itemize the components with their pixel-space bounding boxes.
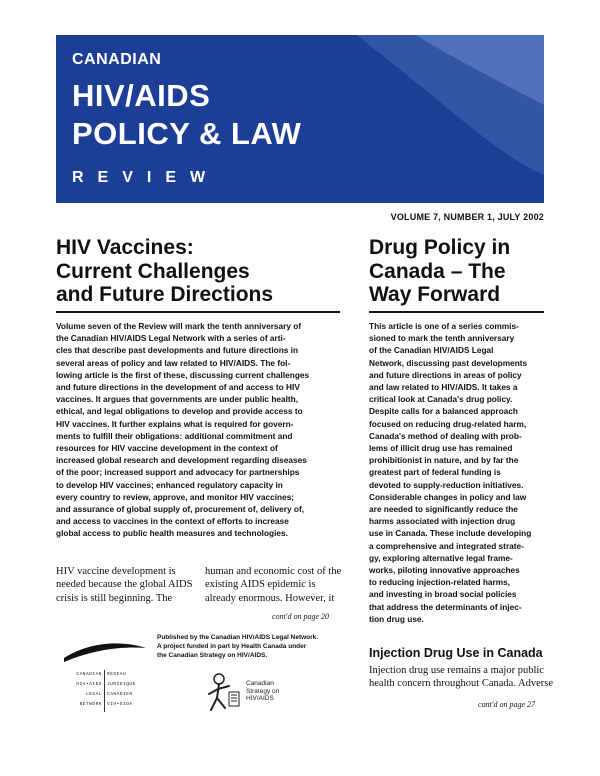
- body-line: health concern throughout Canada. Adverse: [369, 678, 553, 690]
- article1-headline-line: Current Challenges: [56, 259, 250, 283]
- strategy-text-line: Canadian: [246, 680, 274, 687]
- lead-line: global access to public health measures and technologies.: [56, 528, 288, 539]
- strategy-logo-text: [246, 680, 279, 703]
- body-line: crisis is still beginning. The: [56, 592, 173, 604]
- lead-line: sioned to mark the tenth anniversary: [369, 333, 515, 344]
- lead-line: and assurance of global supply of, procurement of, delivery of,: [56, 504, 305, 515]
- lead-line: and future directions in the development of and access to HIV: [56, 382, 300, 393]
- lead-line: cles that describe past developments and future directions in: [56, 345, 299, 356]
- lead-line: and law related to HIV/AIDS. It takes a: [369, 382, 518, 393]
- network-logo-french: [107, 670, 151, 710]
- lead-line: that address the determinants of injec-: [369, 601, 522, 612]
- lead-line: lowing article is the first of these, discussing current challenges: [56, 369, 310, 380]
- body-line: HIV vaccine development is: [56, 566, 176, 577]
- body-line: needed because the global AIDS: [56, 579, 193, 591]
- lead-line: the Canadian HIV/AIDS Legal Network with a series of arti-: [56, 333, 286, 344]
- masthead-banner: [56, 35, 544, 203]
- network-logo-divider: [104, 670, 105, 712]
- lead-line: tion drug use.: [369, 613, 424, 624]
- article1-body-col1: [56, 565, 196, 605]
- article1-continued-link[interactable]: cont'd on page 20: [272, 612, 330, 621]
- lead-line: prohibitionist in nature, and by far the: [369, 455, 519, 466]
- lead-line: vaccines. It argues that governments are under public health,: [56, 394, 299, 405]
- network-logo-swoosh-icon: [60, 636, 150, 666]
- lead-line: and access to vaccines in the context of efforts to increase: [56, 516, 289, 527]
- article1-headline[interactable]: [56, 236, 346, 307]
- logo-text-line: CANADIAN: [76, 672, 102, 677]
- lead-line: increased global research and development regarding diseases: [56, 455, 307, 466]
- lead-line: and investing in broad social policies: [369, 589, 517, 600]
- lead-line: HIV vaccines. It further explains what is required for govern-: [56, 418, 294, 429]
- article2-subheading: Injection Drug Use in Canada: [369, 646, 543, 660]
- lead-line: a comprehensive and integrated strate-: [369, 540, 524, 551]
- issue-volume-line: VOLUME 7, NUMBER 1, JULY 2002: [390, 212, 544, 222]
- publisher-note: [157, 633, 357, 660]
- lead-line: This article is one of a series commis-: [369, 321, 519, 331]
- logo-text-line: RÉSEAU: [107, 672, 127, 677]
- article1-body-col2: [205, 565, 355, 605]
- lead-line: ments to fulfill their obligations: additional commitment and: [56, 430, 293, 441]
- lead-line: critical look at Canada's drug policy.: [369, 394, 513, 405]
- article2-headline-line: Way Forward: [369, 283, 501, 306]
- masthead-hiv-aids: HIV/AIDS: [72, 78, 211, 113]
- lead-line: Network, discussing past developments: [369, 357, 528, 368]
- lead-line: Considerable changes in policy and law: [369, 491, 527, 502]
- publisher-line: the Canadian Strategy on HIV/AIDS.: [157, 652, 268, 659]
- logo-text-line: LEGAL: [85, 692, 102, 697]
- lead-line: and future directions in areas of policy: [369, 369, 522, 380]
- lead-line: of the Canadian HIV/AIDS Legal: [369, 345, 494, 356]
- lead-line: Despite calls for a balanced approach: [369, 406, 518, 417]
- article1-headline-line: HIV Vaccines:: [56, 236, 194, 259]
- legal-network-logo: [60, 636, 150, 726]
- network-logo-english: [60, 670, 102, 710]
- lead-line: are needed to significantly reduce the: [369, 504, 518, 515]
- lead-line: Volume seven of the Review will mark the tenth anniversary of: [56, 321, 302, 331]
- strategy-figure-icon: [203, 672, 243, 716]
- strategy-text-line: HIV/AIDS: [246, 695, 274, 702]
- lead-line: focused on reducing drug-related harm,: [369, 418, 527, 429]
- article2-headline[interactable]: [369, 236, 549, 307]
- lead-line: several areas of policy and law related to HIV/AIDS. The fol-: [56, 357, 291, 368]
- lead-line: to reducing injection-related harms,: [369, 577, 511, 588]
- lead-line: harms associated with injection drug: [369, 516, 516, 527]
- article2-headline-line: Drug Policy in: [369, 236, 511, 259]
- article2-headline-line: Canada – The: [369, 259, 506, 283]
- lead-line: devoted to supply-reduction initiatives.: [369, 479, 524, 490]
- publisher-line: A project funded in part by Health Canada under: [157, 643, 307, 650]
- lead-line: every country to review, approve, and monitor HIV vaccines;: [56, 491, 295, 502]
- lead-line: of the poor; increased support and advocacy for partnerships: [56, 467, 300, 478]
- masthead-canadian: CANADIAN: [72, 51, 162, 68]
- body-line: already enormous. However, it: [205, 592, 335, 604]
- lead-line: lems of illicit drug use has remained: [369, 443, 513, 454]
- masthead-policy-law: POLICY & LAW: [72, 116, 302, 151]
- canadian-strategy-logo: [203, 672, 313, 718]
- article1-rule: [56, 311, 340, 313]
- lead-line: works, piloting innovative approaches: [369, 565, 520, 576]
- article1-lead: [56, 320, 356, 540]
- logo-text-line: HIV•AIDS: [76, 682, 102, 687]
- lead-line: Canada's method of dealing with prob-: [369, 430, 522, 441]
- logo-text-line: VIH•SIDA: [107, 702, 133, 707]
- body-line: Injection drug use remains a major public: [369, 665, 544, 676]
- body-line: existing AIDS epidemic is: [205, 579, 316, 591]
- publisher-line: Published by the Canadian HIV/AIDS Legal Network.: [157, 634, 319, 641]
- article2-rule: [369, 311, 544, 313]
- lead-line: ethical, and legal obligations to develop and provide access to: [56, 406, 303, 417]
- lead-line: to develop HIV vaccines; enhanced regulatory capacity in: [56, 479, 283, 490]
- logo-text-line: CANADIEN: [107, 692, 133, 697]
- strategy-text-line: Strategy on: [246, 687, 280, 695]
- article2-continued-link[interactable]: cont'd on page 27: [478, 700, 536, 709]
- logo-text-line: JURIDIQUE: [107, 682, 136, 687]
- article2-body: [369, 664, 559, 691]
- body-line: human and economic cost of the: [205, 566, 342, 577]
- lead-line: greatest part of federal funding is: [369, 467, 501, 478]
- lead-line: use in Canada. These include developing: [369, 528, 532, 539]
- logo-text-line: NETWORK: [79, 702, 102, 707]
- masthead-review: REVIEW: [72, 169, 220, 186]
- article2-lead: [369, 320, 559, 625]
- article1-headline-line: and Future Directions: [56, 283, 274, 306]
- lead-line: gy, exploring alternative legal frame-: [369, 552, 513, 563]
- lead-line: resources for HIV vaccine development in the context of: [56, 443, 278, 454]
